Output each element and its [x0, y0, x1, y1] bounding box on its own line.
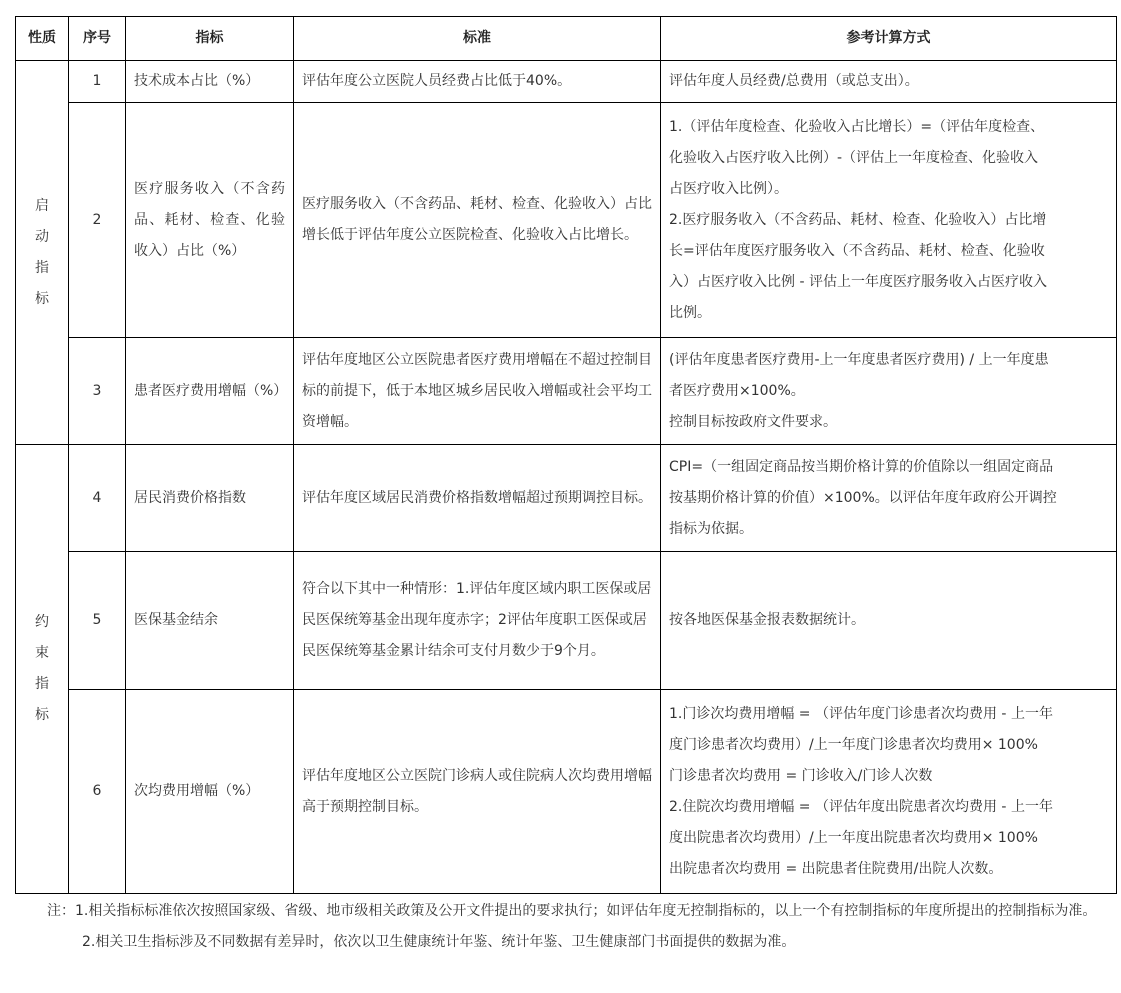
method-cell: 1.（评估年度检查、化验收入占比增长）=（评估年度检查、 化验收入占医疗收入比例）-（评估上一年度检查、化验收入 占医疗收入比例）。 2.医疗服务收入（不含药品、耗材、检查、化验收入）占比增 长=评估年度医疗服务收入（不含药品、耗材、检查、化验收 入）占医疗收入比例 - 评估上一年度医疗服务收入占医疗收入 比例。: [661, 103, 1117, 338]
table-row: [16, 445, 1117, 552]
header-nature: 性质: [16, 17, 69, 61]
table-notes: [15, 896, 1115, 958]
indicator-cell: 技术成本占比（%）: [126, 61, 294, 103]
group-label-constraint: 约 束 指 标: [16, 445, 69, 894]
note-1: 注：1.相关指标标准依次按照国家级、省级、地市级相关政策及公开文件提出的要求执行；如评估年度无控制指标的，以上一个有控制指标的年度所提出的控制指标为准。: [47, 903, 1097, 919]
row-number: 1: [69, 61, 126, 103]
group-label-startup: 启 动 指 标: [16, 61, 69, 445]
method-cell: CPI=（一组固定商品按当期价格计算的价值除以一组固定商品 按基期价格计算的价值）×100%。以评估年度年政府公开调控 指标为依据。: [661, 445, 1117, 552]
row-number: 5: [69, 552, 126, 690]
indicator-cell: 医保基金结余: [126, 552, 294, 690]
method-cell: 1.门诊次均费用增幅 = （评估年度门诊患者次均费用 - 上一年 度门诊患者次均费用）/上一年度门诊患者次均费用× 100% 门诊患者次均费用 = 门诊收入/门诊人次数 2.住院次均费用增幅 = （评估年度出院患者次均费用 - 上一年 度出院患者次均费用）/上一年度出院患者次均费用× 100% 出院患者次均费用 = 出院患者住院费用/出院人次数。: [661, 690, 1117, 894]
method-cell: (评估年度患者医疗费用-上一年度患者医疗费用) / 上一年度患 者医疗费用×100%。 控制目标按政府文件要求。: [661, 338, 1117, 445]
standard-cell: 评估年度区域居民消费价格指数增幅超过预期调控目标。: [294, 445, 661, 552]
method-cell: 评估年度人员经费/总费用（或总支出）。: [661, 61, 1117, 103]
indicator-cell: 次均费用增幅（%）: [126, 690, 294, 894]
standard-cell: 医疗服务收入（不含药品、耗材、检查、化验收入）占比增长低于评估年度公立医院检查、化验收入占比增长。: [294, 103, 661, 338]
indicator-cell: 居民消费价格指数: [126, 445, 294, 552]
row-number: 4: [69, 445, 126, 552]
row-number: 2: [69, 103, 126, 338]
header-indicator: 指标: [126, 17, 294, 61]
header-number: 序号: [69, 17, 126, 61]
table-header-row: [16, 17, 1117, 61]
header-standard: 标准: [294, 17, 661, 61]
table-row: [16, 552, 1117, 690]
indicator-cell: 医疗服务收入（不含药品、耗材、检查、化验收入）占比（%）: [126, 103, 294, 338]
header-method: 参考计算方式: [661, 17, 1117, 61]
indicator-cell: 患者医疗费用增幅（%）: [126, 338, 294, 445]
table-row: [16, 61, 1117, 103]
method-cell: 按各地医保基金报表数据统计。: [661, 552, 1117, 690]
standard-cell: 评估年度公立医院人员经费占比低于40%。: [294, 61, 661, 103]
table-row: [16, 338, 1117, 445]
note-2: 2.相关卫生指标涉及不同数据有差异时，依次以卫生健康统计年鉴、统计年鉴、卫生健康部门书面提供的数据为准。: [82, 934, 796, 950]
row-number: 6: [69, 690, 126, 894]
row-number: 3: [69, 338, 126, 445]
standard-cell: 符合以下其中一种情形：1.评估年度区域内职工医保或居民医保统筹基金出现年度赤字；2评估年度职工医保或居民医保统筹基金累计结余可支付月数少于9个月。: [294, 552, 661, 690]
standard-cell: 评估年度地区公立医院患者医疗费用增幅在不超过控制目标的前提下，低于本地区城乡居民收入增幅或社会平均工资增幅。: [294, 338, 661, 445]
indicator-table: [15, 16, 1117, 894]
standard-cell: 评估年度地区公立医院门诊病人或住院病人次均费用增幅高于预期控制目标。: [294, 690, 661, 894]
table-row: [16, 103, 1117, 338]
table-row: [16, 690, 1117, 894]
